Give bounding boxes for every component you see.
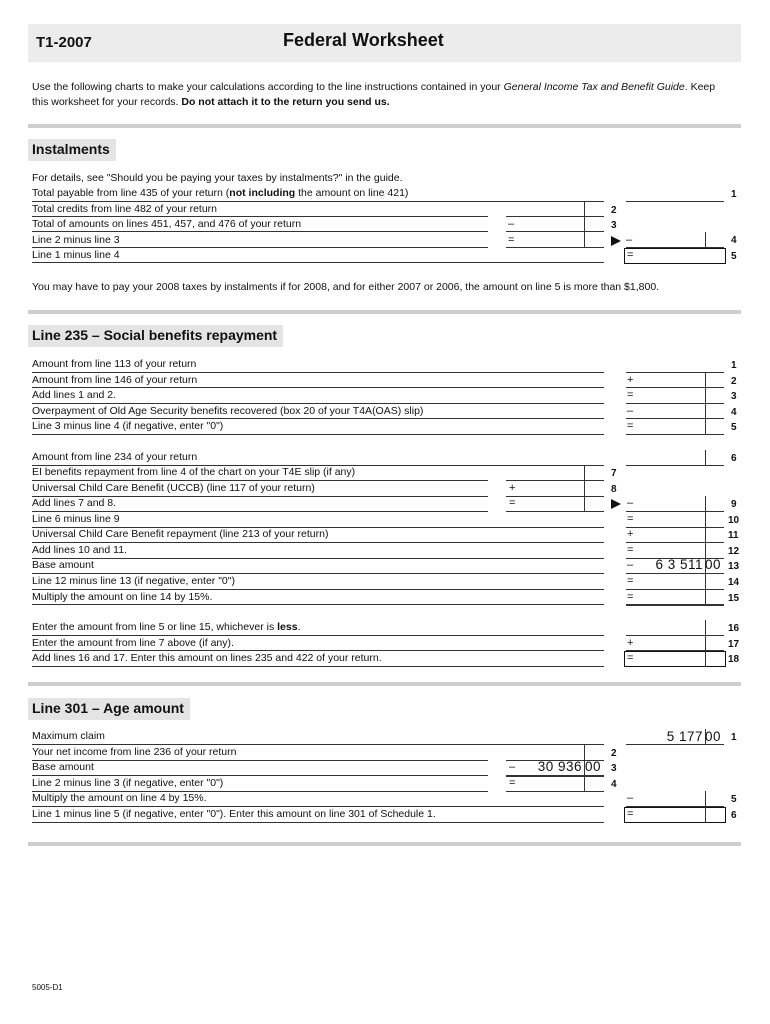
- l301-row-6-label: Line 1 minus line 5 (if negative, enter "0"). Enter this amount on line 301 of Schedule 1.: [32, 808, 436, 820]
- op-plus: +: [627, 374, 634, 386]
- form-id: T1-2007: [36, 34, 92, 51]
- intro-paragraph: [32, 80, 732, 110]
- l235-row-1-label: Amount from line 113 of your return: [32, 358, 197, 370]
- l235-row-8-label: Universal Child Care Benefit (UCCB) (line 117 of your return): [32, 482, 315, 494]
- line-num: 5: [731, 251, 737, 262]
- instalments-intro: For details, see "Should you be paying your taxes by instalments?" in the guide.: [32, 172, 403, 184]
- op-minus: –: [508, 218, 515, 230]
- l235-row-11-label: Universal Child Care Benefit repayment (line 213 of your return): [32, 528, 329, 540]
- separator: [28, 310, 741, 314]
- base-amount-dollars: 6 3 511: [655, 557, 703, 572]
- l235-row-13-label: Base amount: [32, 559, 94, 571]
- section-heading-line-301: Line 301 – Age amount: [28, 698, 190, 720]
- separator: [28, 124, 741, 128]
- op-minus: –: [627, 497, 634, 509]
- line-1-text-bold: not including: [229, 187, 296, 199]
- intro-warning: Do not attach it to the return you send us.: [181, 96, 390, 108]
- l235-row-9-label: Add lines 7 and 8.: [32, 497, 117, 509]
- op-minus: –: [627, 792, 634, 804]
- op-minus: –: [509, 761, 516, 773]
- intro-guide-name: General Income Tax and Benefit Guide: [503, 81, 685, 93]
- l301-row-1-label: Maximum claim: [32, 730, 105, 742]
- instalments-line-1-label: [32, 187, 408, 199]
- l235-row-16-label: [32, 621, 300, 633]
- row-16-bold: less: [277, 621, 298, 633]
- l301-row-5-label: Multiply the amount on line 4 by 15%.: [32, 792, 207, 804]
- line-num: 4: [611, 779, 617, 790]
- op-equals: =: [627, 249, 634, 261]
- arrow-icon: [611, 499, 621, 509]
- form-code: 5005-D1: [32, 983, 63, 992]
- max-claim-cents: 00: [705, 729, 722, 744]
- line-18-answer-box[interactable]: [624, 651, 726, 667]
- l301-row-3-label: Base amount: [32, 761, 94, 773]
- line-num: 4: [731, 407, 737, 418]
- line-num: 3: [611, 220, 617, 231]
- instalments-line-5-label: Line 1 minus line 4: [32, 249, 120, 261]
- line-num: 5: [731, 794, 737, 805]
- op-plus: +: [627, 637, 634, 649]
- line-num: 14: [728, 577, 740, 588]
- section-heading-instalments: Instalments: [28, 139, 116, 161]
- op-equals: =: [508, 234, 515, 246]
- op-equals: =: [509, 497, 516, 509]
- intro-text-1: Use the following charts to make your calculations according to the line instructions contained in your: [32, 81, 504, 93]
- line-num: 9: [731, 499, 737, 510]
- line-num: 1: [731, 189, 737, 200]
- op-equals: =: [627, 591, 634, 603]
- line-num: 1: [731, 360, 737, 371]
- op-minus: –: [627, 405, 634, 417]
- l235-row-15-label: Multiply the amount on line 14 by 15%.: [32, 591, 213, 603]
- l235-row-7-label: EI benefits repayment from line 4 of the chart on your T4E slip (if any): [32, 466, 356, 478]
- l235-row-17-label: Enter the amount from line 7 above (if any).: [32, 637, 234, 649]
- line-5-answer-box[interactable]: [624, 248, 726, 264]
- intro-text-2: . Keep this worksheet for your records.: [32, 81, 716, 108]
- op-minus: –: [627, 559, 634, 571]
- section-heading-line-235: Line 235 – Social benefits repayment: [28, 325, 283, 347]
- op-equals: =: [627, 420, 634, 432]
- l235-row-4-label: Overpayment of Old Age Security benefits recovered (box 20 of your T4A(OAS) slip): [32, 405, 424, 417]
- instalments-line-3-label: Total of amounts on lines 451, 457, and 476 of your return: [32, 218, 302, 230]
- max-claim-dollars: 5 177: [666, 729, 703, 744]
- row-16-text: Enter the amount from line 5 or line 15, whichever is: [32, 621, 278, 633]
- l235-row-5-label: Line 3 minus line 4 (if negative, enter "0"): [32, 420, 224, 432]
- line-num: 13: [728, 561, 740, 572]
- separator: [28, 842, 741, 846]
- op-equals: =: [627, 652, 634, 664]
- l235-row-3-label: Add lines 1 and 2.: [32, 389, 117, 401]
- line-num: 17: [728, 639, 740, 650]
- op-minus: –: [626, 234, 633, 246]
- page-title: Federal Worksheet: [283, 30, 444, 50]
- op-plus: +: [627, 528, 634, 540]
- line-num: 8: [611, 484, 617, 495]
- l301-row-4-label: Line 2 minus line 3 (if negative, enter "0"): [32, 777, 224, 789]
- base-amount-cents: 00: [705, 557, 722, 572]
- line-num: 2: [731, 376, 737, 387]
- op-equals: =: [627, 513, 634, 525]
- l301-base-amount-dollars: 30 936: [537, 759, 582, 774]
- l235-row-10-label: Line 6 minus line 9: [32, 513, 120, 525]
- line-num: 5: [731, 422, 737, 433]
- line-1-text-c: the amount on line 421): [295, 187, 409, 199]
- l235-row-18-label: Add lines 16 and 17. Enter this amount on lines 235 and 422 of your return.: [32, 652, 382, 664]
- line-num: 3: [731, 391, 737, 402]
- line-num: 4: [731, 235, 737, 246]
- line-1-text-a: Total payable from line 435 of your return (: [32, 187, 230, 199]
- op-equals: =: [509, 777, 516, 789]
- line-num: 12: [728, 546, 740, 557]
- l235-row-6-label: Amount from line 234 of your return: [32, 451, 198, 463]
- op-plus: +: [509, 482, 516, 494]
- line-num: 10: [728, 515, 740, 526]
- op-equals: =: [627, 389, 634, 401]
- line-num: 18: [728, 654, 740, 665]
- l235-row-12-label: Add lines 10 and 11.: [32, 544, 127, 556]
- instalments-note: You may have to pay your 2008 taxes by instalments if for 2008, and for either 2007 or 2006, the amount on line 5 is more than $1,800.: [32, 281, 660, 293]
- line-num: 1: [731, 732, 737, 743]
- line-num: 2: [611, 205, 617, 216]
- l301-row-2-label: Your net income from line 236 of your return: [32, 746, 237, 758]
- line-num: 15: [728, 593, 740, 604]
- l235-row-14-label: Line 12 minus line 13 (if negative, enter "0"): [32, 575, 235, 587]
- line-num: 6: [731, 453, 737, 464]
- instalments-line-2-label: Total credits from line 482 of your return: [32, 203, 218, 215]
- op-equals: =: [627, 575, 634, 587]
- line-num: 2: [611, 748, 617, 759]
- op-equals: =: [627, 808, 634, 820]
- l235-row-2-label: Amount from line 146 of your return: [32, 374, 198, 386]
- line-6-answer-box[interactable]: [624, 807, 726, 823]
- worksheet-header: [28, 24, 741, 62]
- row-16-end: .: [297, 621, 301, 633]
- line-num: 7: [611, 468, 617, 479]
- line-num: 3: [611, 763, 617, 774]
- line-num: 11: [728, 530, 739, 541]
- l301-base-amount-cents: 00: [585, 759, 602, 774]
- line-num: 16: [728, 623, 740, 634]
- instalments-line-4-label: Line 2 minus line 3: [32, 234, 120, 246]
- arrow-icon: [611, 236, 621, 246]
- separator: [28, 682, 741, 686]
- op-equals: =: [627, 544, 634, 556]
- line-num: 6: [731, 810, 737, 821]
